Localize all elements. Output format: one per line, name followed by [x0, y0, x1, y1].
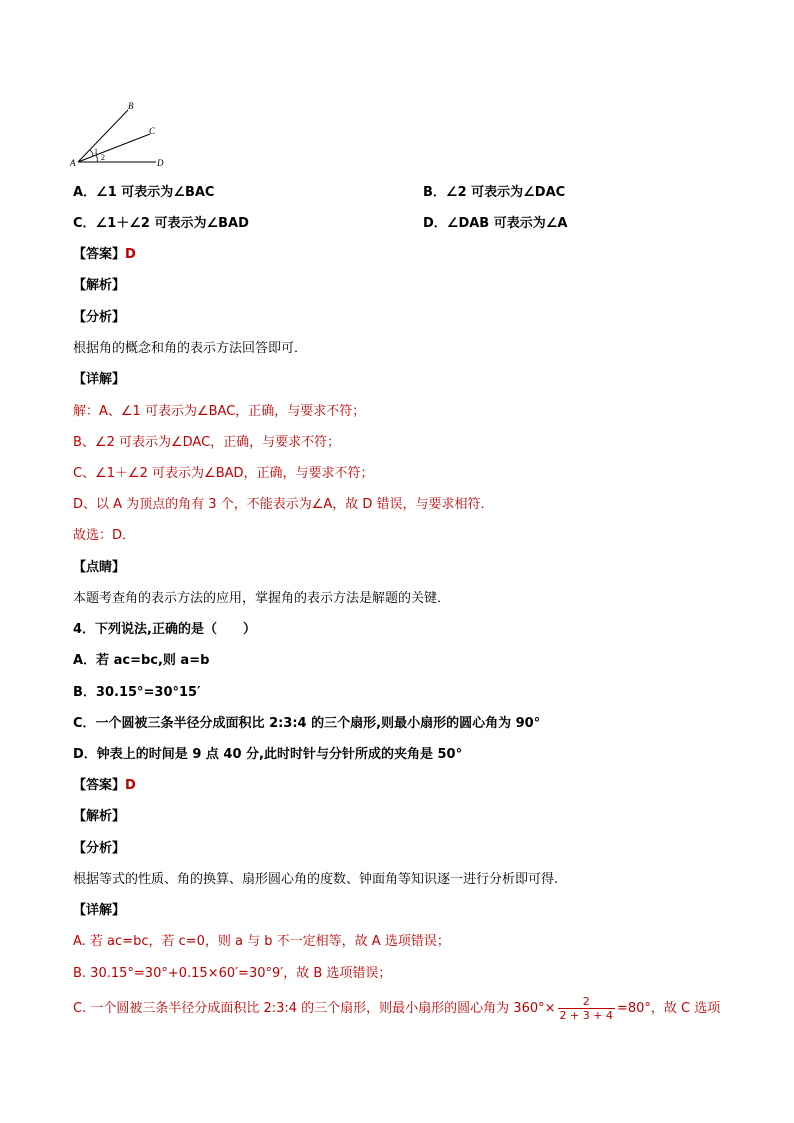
- q4-option-d: D．钟表上的时间是 9 点 40 分,此时时针与分针所成的夹角是 50°: [73, 747, 463, 762]
- q4-detail-c-suffix: =80°，故 C 选项: [616, 1001, 721, 1016]
- label-d: D: [157, 158, 164, 168]
- q4-answer: [73, 777, 136, 795]
- q4-detail-c-prefix: C. 一个圆被三条半径分成面积比 2:3:4 的三个扇形，则最小扇形的圆心角为 360°×: [73, 1001, 556, 1016]
- q4-jiexi-heading: 【解析】: [73, 809, 126, 824]
- q3-jiexi-heading: 【解析】: [73, 278, 126, 293]
- q4-stem: 4．下列说法,正确的是（ ）: [73, 622, 256, 637]
- q3-option-d: D．∠DAB 可表示为∠A: [423, 216, 568, 231]
- q4-fenxi-text: 根据等式的性质、角的换算、扇形圆心角的度数、钟面角等知识逐一进行分析即可得.: [73, 872, 559, 887]
- q4-detail-line-c: [73, 994, 720, 1024]
- q3-detail-line: C、∠1＋∠2 可表示为∠BAD，正确，与要求不符；: [73, 466, 374, 481]
- q3-answer-tag: 【答案】: [73, 247, 126, 262]
- q4-detail-line: A. 若 ac=bc，若 c=0，则 a 与 b 不一定相等，故 A 选项错误；: [73, 934, 450, 949]
- q3-xiangjie-heading: 【详解】: [73, 372, 126, 387]
- q3-detail-line: 解：A、∠1 可表示为∠BAC，正确，与要求不符；: [73, 404, 366, 419]
- q3-option-a: A．∠1 可表示为∠BAC: [73, 185, 215, 200]
- q3-dianjing-heading: 【点睛】: [73, 560, 126, 575]
- angle-figure: [66, 98, 176, 170]
- q4-option-b: B．30.15°=30°15′: [73, 685, 201, 700]
- q3-answer-value: D: [125, 247, 136, 262]
- label-b: B: [128, 101, 134, 111]
- angle-arc-2: [96, 155, 97, 162]
- q4-answer-tag: 【答案】: [73, 778, 126, 793]
- q3-option-b: B．∠2 可表示为∠DAC: [423, 185, 566, 200]
- q3-option-c: C．∠1＋∠2 可表示为∠BAD: [73, 216, 249, 231]
- q3-option-row-1: [73, 184, 566, 202]
- fraction-denominator: 2 + 3 + 4: [559, 1009, 613, 1022]
- q3-option-row-2: [73, 215, 568, 233]
- label-c: C: [149, 126, 156, 136]
- label-angle-1: 1: [94, 147, 98, 156]
- q4-xiangjie-heading: 【详解】: [73, 903, 126, 918]
- q4-answer-value: D: [125, 778, 136, 793]
- q3-fenxi-heading: 【分析】: [73, 310, 126, 325]
- q4-option-c: C．一个圆被三条半径分成面积比 2:3:4 的三个扇形,则最小扇形的圆心角为 90°: [73, 716, 541, 731]
- q4-option-a: A．若 ac=bc,则 a=b: [73, 653, 210, 668]
- q3-fenxi-text: 根据角的概念和角的表示方法回答即可．: [73, 341, 308, 356]
- label-angle-2: 2: [101, 153, 105, 162]
- q3-detail-line: D、以 A 为顶点的角有 3 个，不能表示为∠A，故 D 错误，与要求相符．: [73, 497, 494, 512]
- ray-ac: [78, 134, 150, 162]
- label-a: A: [70, 158, 76, 168]
- q3-detail-line: B、∠2 可表示为∠DAC，正确，与要求不符；: [73, 435, 341, 450]
- fraction-numerator: 2: [558, 995, 615, 1009]
- angle-arc-1: [90, 150, 93, 156]
- q3-answer: [73, 246, 136, 264]
- q4-detail-line: B. 30.15°=30°+0.15×60′=30°9′，故 B 选项错误；: [73, 966, 392, 981]
- q3-dianjing-text: 本题考查角的表示方法的应用，掌握角的表示方法是解题的关键．: [73, 591, 451, 606]
- fraction: [558, 995, 615, 1022]
- q3-detail-line: 故选：D．: [73, 528, 136, 543]
- q4-fenxi-heading: 【分析】: [73, 841, 126, 856]
